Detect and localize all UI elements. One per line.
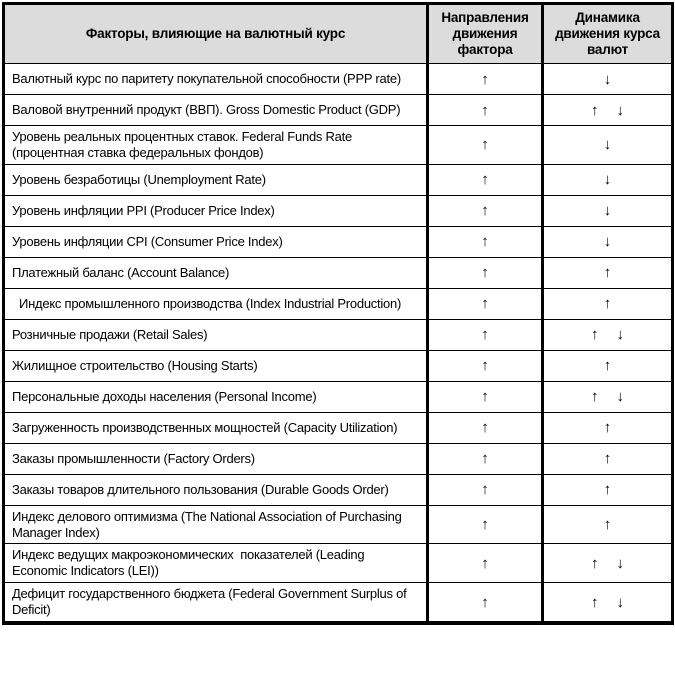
- arrow-up-icon: ↑: [481, 388, 489, 406]
- arrow-up-icon: ↑: [481, 554, 489, 572]
- factor-cell: Уровень инфляции CPI (Consumer Price Index): [4, 226, 428, 257]
- factor-direction-cell: [428, 226, 543, 257]
- table-row: [4, 583, 673, 623]
- currency-dynamics-cell: [543, 544, 673, 583]
- currency-dynamics-cell: [543, 381, 673, 412]
- arrow-up-icon: ↑: [603, 264, 612, 282]
- table-body: [4, 64, 673, 623]
- factor-direction-cell: [428, 544, 543, 583]
- currency-dynamics-cell: [543, 64, 673, 95]
- factor-cell: Уровень инфляции PPI (Producer Price Index): [4, 195, 428, 226]
- factor-cell: Платежный баланс (Account Balance): [4, 257, 428, 288]
- arrow-up-icon: ↑: [481, 202, 489, 220]
- currency-dynamics-cell: [543, 319, 673, 350]
- arrow-down-icon: ↓: [603, 202, 612, 220]
- table-row: [4, 95, 673, 126]
- arrow-down-icon: ↓: [603, 171, 612, 189]
- arrow-down-icon: ↓: [616, 388, 624, 406]
- arrow-down-icon: ↓: [603, 70, 612, 88]
- arrow-down-icon: ↓: [616, 326, 624, 344]
- arrow-down-icon: ↓: [616, 554, 624, 572]
- arrow-up-icon: ↑: [481, 481, 489, 499]
- table-row: [4, 350, 673, 381]
- table-row: [4, 195, 673, 226]
- table-row: [4, 226, 673, 257]
- arrow-up-icon: ↑: [591, 326, 599, 344]
- factor-cell: Уровень безработицы (Unemployment Rate): [4, 164, 428, 195]
- arrow-up-icon: ↑: [481, 450, 489, 468]
- table-row: [4, 544, 673, 583]
- factor-cell: Уровень реальных процентных ставок. Federal Funds Rate (процентная ставка федеральных фондов): [4, 126, 428, 165]
- arrow-up-icon: ↑: [481, 357, 489, 375]
- arrow-up-icon: ↑: [591, 593, 599, 611]
- table-row: [4, 319, 673, 350]
- arrow-down-icon: ↓: [603, 233, 612, 251]
- factor-direction-cell: [428, 583, 543, 623]
- factor-cell: Розничные продажи (Retail Sales): [4, 319, 428, 350]
- table-row: [4, 474, 673, 505]
- arrow-up-icon: ↑: [481, 295, 489, 313]
- arrow-up-icon: ↑: [591, 388, 599, 406]
- currency-dynamics-cell: [543, 583, 673, 623]
- factor-direction-cell: [428, 474, 543, 505]
- currency-dynamics-cell: [543, 412, 673, 443]
- table-row: [4, 64, 673, 95]
- arrow-up-icon: ↑: [481, 70, 489, 88]
- currency-dynamics-cell: [543, 126, 673, 165]
- currency-dynamics-cell: [543, 257, 673, 288]
- header-row: [4, 4, 673, 64]
- currency-dynamics-cell: [543, 474, 673, 505]
- arrow-up-icon: ↑: [481, 419, 489, 437]
- factor-cell: Загруженность производственных мощностей (Capacity Utilization): [4, 412, 428, 443]
- table-row: [4, 443, 673, 474]
- factor-direction-cell: [428, 350, 543, 381]
- currency-factors-table: [2, 2, 674, 625]
- arrow-up-icon: ↑: [481, 233, 489, 251]
- factor-cell: Заказы промышленности (Factory Orders): [4, 443, 428, 474]
- arrow-up-icon: ↑: [481, 101, 489, 119]
- factor-cell: Персональные доходы населения (Personal Income): [4, 381, 428, 412]
- header-factor-direction: Направления движения фактора: [428, 4, 543, 64]
- factor-cell: Индекс промышленного производства (Index Industrial Production): [4, 288, 428, 319]
- factor-cell: Дефицит государственного бюджета (Federal Government Surplus of Deficit): [4, 583, 428, 623]
- arrow-up-icon: ↑: [481, 593, 489, 611]
- table-row: [4, 412, 673, 443]
- currency-dynamics-cell: [543, 226, 673, 257]
- currency-dynamics-cell: [543, 288, 673, 319]
- arrow-up-icon: ↑: [603, 516, 612, 534]
- factor-cell: Индекс ведущих макроэкономических показателей (Leading Economic Indicators (LEI)): [4, 544, 428, 583]
- table-row: [4, 257, 673, 288]
- factor-direction-cell: [428, 164, 543, 195]
- header-factors: Факторы, влияющие на валютный курс: [4, 4, 428, 64]
- factor-direction-cell: [428, 195, 543, 226]
- table-row: [4, 164, 673, 195]
- factor-direction-cell: [428, 443, 543, 474]
- factor-cell: Жилищное строительство (Housing Starts): [4, 350, 428, 381]
- arrow-up-icon: ↑: [603, 481, 612, 499]
- arrow-up-icon: ↑: [481, 136, 489, 154]
- table-row: [4, 505, 673, 544]
- arrow-up-icon: ↑: [481, 171, 489, 189]
- factor-cell: Валютный курс по паритету покупательной способности (PPP rate): [4, 64, 428, 95]
- arrow-down-icon: ↓: [616, 101, 624, 119]
- header-currency-dynamics: Динамика движения курса валют: [543, 4, 673, 64]
- arrow-up-icon: ↑: [603, 295, 612, 313]
- currency-dynamics-cell: [543, 505, 673, 544]
- arrow-up-icon: ↑: [603, 357, 612, 375]
- factor-cell: Валовой внутренний продукт (ВВП). Gross Domestic Product (GDP): [4, 95, 428, 126]
- arrow-down-icon: ↓: [616, 593, 624, 611]
- table-row: [4, 126, 673, 165]
- arrow-up-icon: ↑: [481, 264, 489, 282]
- factor-cell: Индекс делового оптимизма (The National Association of Purchasing Manager Index): [4, 505, 428, 544]
- arrow-up-icon: ↑: [591, 554, 599, 572]
- arrow-up-icon: ↑: [481, 326, 489, 344]
- factor-cell: Заказы товаров длительного пользования (Durable Goods Order): [4, 474, 428, 505]
- factor-direction-cell: [428, 412, 543, 443]
- currency-dynamics-cell: [543, 443, 673, 474]
- arrow-up-icon: ↑: [591, 101, 599, 119]
- currency-dynamics-cell: [543, 95, 673, 126]
- currency-dynamics-cell: [543, 195, 673, 226]
- arrow-up-icon: ↑: [603, 419, 612, 437]
- factor-direction-cell: [428, 126, 543, 165]
- factor-direction-cell: [428, 505, 543, 544]
- currency-dynamics-cell: [543, 350, 673, 381]
- arrow-down-icon: ↓: [603, 136, 612, 154]
- factor-direction-cell: [428, 64, 543, 95]
- factor-direction-cell: [428, 319, 543, 350]
- factor-direction-cell: [428, 381, 543, 412]
- currency-dynamics-cell: [543, 164, 673, 195]
- arrow-up-icon: ↑: [603, 450, 612, 468]
- table-row: [4, 381, 673, 412]
- factor-direction-cell: [428, 95, 543, 126]
- arrow-up-icon: ↑: [481, 516, 489, 534]
- table-row: [4, 288, 673, 319]
- factor-direction-cell: [428, 257, 543, 288]
- factor-direction-cell: [428, 288, 543, 319]
